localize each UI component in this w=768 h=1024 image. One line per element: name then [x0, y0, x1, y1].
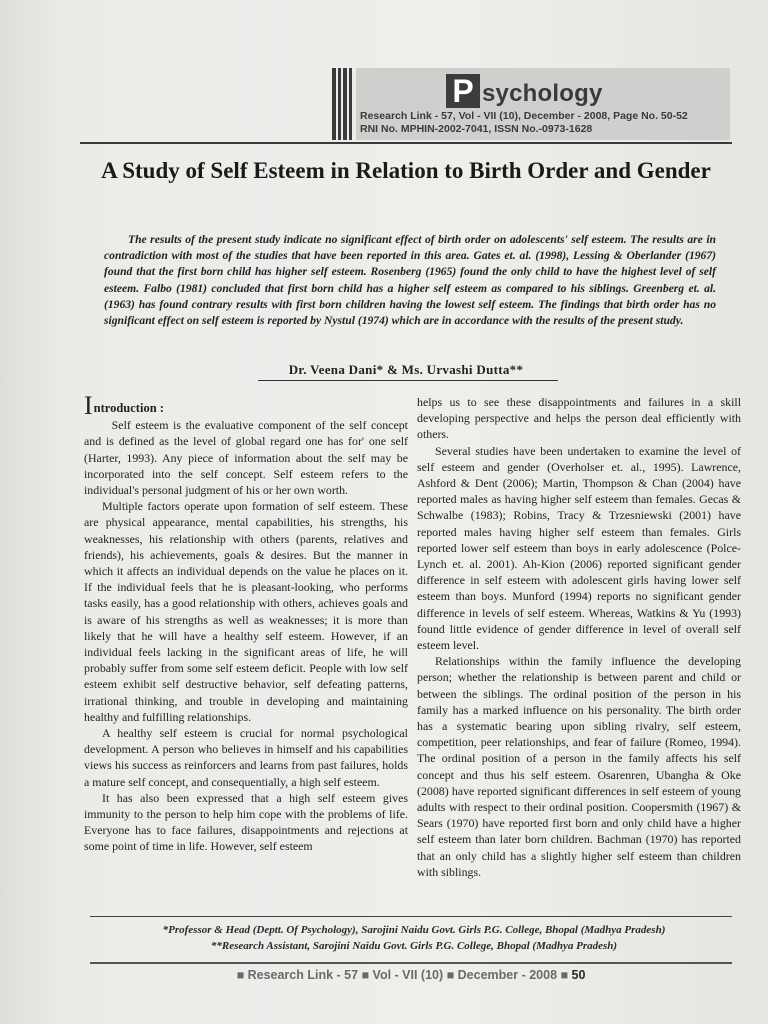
page-number: 50 [571, 968, 586, 982]
footnote-rule [90, 916, 732, 917]
footer-rule [90, 962, 732, 964]
paragraph: Multiple factors operate upon formation of self esteem. These are physical appearance, mental capabilities, his strengths, his weaknesses, his relationship with others (parents, relatives and friends), his achievements, goals & desires. But the manner in which it affects an individual depends on the value he places on it. If the individual feels that he is pleasant-looking, who performs tasks easily, has a good relationship with others, achieves goals and is aware of his strengths as well as weaknesses; it is more than likely that he will have a healthy self esteem. However, if an individual feels lacking in the significant areas of life, he will probably suffer from some self esteem deficit. People with low self esteem exhibit self destructive behavior, self defeating patterns, irrational thinking, and trouble in developing and maintaining healthy and fulfilling relationships. [84, 499, 408, 724]
journal-header-box [356, 68, 730, 140]
right-column [417, 394, 741, 880]
section-logo-letter: P [446, 74, 480, 108]
section-heading-introduction: ntroduction : [93, 401, 164, 415]
author-underline [258, 380, 558, 381]
footer-citation: ■ Research Link - 57 ■ Vol - VII (10) ■ December - 2008 ■ [236, 968, 569, 982]
paragraph: Several studies have been undertaken to examine the level of self esteem and gender (Overholser et. al., 1995). Lawrence, Ashford & Dent (2006); Martin, Thompson & Chan (2004) have reported males as having higher self esteem than females. Gecas & Schwalbe (1983); Robins, Tracy & Trzesniewski (2001) have reported males having higher self esteem than females. Girls reported lower self esteem than boys in early adolescence (Polce-Lynch et. al. 2001). Ah-Kion (2006) reported significant gender difference in self esteem with adolescent girls having lower self esteem than boys. Munford (1994) reports no significant gender difference in levels of self esteem. Whereas, Watkins & Yu (1993) found little evidence of gender difference in level of overall self esteem level. [417, 443, 741, 653]
left-column [84, 392, 408, 855]
citation-line: Research Link - 57, Vol - VII (10), December - 2008, Page No. 50-52 [360, 110, 688, 122]
author-line: Dr. Veena Dani* & Ms. Urvashi Dutta** [288, 362, 524, 377]
paragraph: Self esteem is the evaluative component of the self concept and is defined as the level of global regard one has for' one self (Harter, 1993). Any piece of information about the self may be incorporated into the self concept. Self esteem refers to the individual's personal judgment of his or her own worth. [84, 418, 408, 498]
page-footer [90, 968, 732, 982]
paragraph: helps us to see these disappointments and failures in a skill developing perspective and helps the person deal efficiently with others. [417, 395, 741, 442]
header-decorative-bars [332, 68, 352, 140]
paragraph: Relationships within the family influence the developing person; whether the relationship is between parent and child or between the siblings. The ordinal position of the person in his family has a marked influence on his personality. The birth order has a systematic bearing upon sibling rivalry, self esteem, competition, peer relationships, and fear of failure (Romeo, 1994). The ordinal position of a person in the family affects his self concept and thus his self esteem. Osarenren, Ubangha & Oke (2008) have reported significant differences in self esteem of young adults with respect to their ordinal position. Coopersmith (1967) & Sears (1970) have reported first born and only child have a higher self esteem than later born children. Bachman (1970) has reported that an only child has a slightly higher self esteem than children with siblings. [417, 654, 741, 879]
issn-line: RNI No. MPHIN-2002-7041, ISSN No.-0973-1628 [360, 123, 593, 135]
abstract: The results of the present study indicate no significant effect of birth order on adolescents' self esteem. The results are in contradiction with most of the studies that have been reported in this area. Gates et. al. (1998), Lessing & Oberlander (1967) found that the first born child has higher self esteem. Rosenberg (1965) found the only child to have the highest level of self esteem. Falbo (1981) concluded that first born child has a higher self esteem as compared to his siblings. Greenberg et. al. (1963) has found contrary results with first born children having the lowest self esteem. The findings that birth order has no significant effect on self esteem is reported by Nystul (1974) which are in accordance with the results of the present study. [104, 233, 716, 328]
paragraph: It has also been expressed that a high self esteem gives immunity to the person to help him cope with the problems of life. Everyone has to face failures, disappointments and rejections at some point of time in life. However, self esteem [84, 790, 408, 854]
header-rule [80, 142, 732, 144]
intro-heading-para [84, 391, 408, 420]
footnote-2: **Research Assistant, Sarojini Naidu Govt. Girls P.G. College, Bhopal (Madhya Pradesh) [210, 940, 618, 952]
footnote-1: *Professor & Head (Deptt. Of Psychology), Sarojini Naidu Govt. Girls P.G. College, Bhopal (Madhya Pradesh) [162, 924, 666, 936]
author-affiliations [90, 922, 738, 954]
article-title: A Study of Self Esteem in Relation to Birth Order and Gender [101, 158, 711, 183]
drop-cap: I [84, 391, 93, 420]
paragraph: A healthy self esteem is crucial for normal psychological development. A person who believes in himself and his capabilities views his success as reinforcers and learns from past failures, holds a mature self concept, and consequentially, a high self esteem. [84, 726, 408, 789]
section-logo-text: sychology [482, 80, 603, 107]
